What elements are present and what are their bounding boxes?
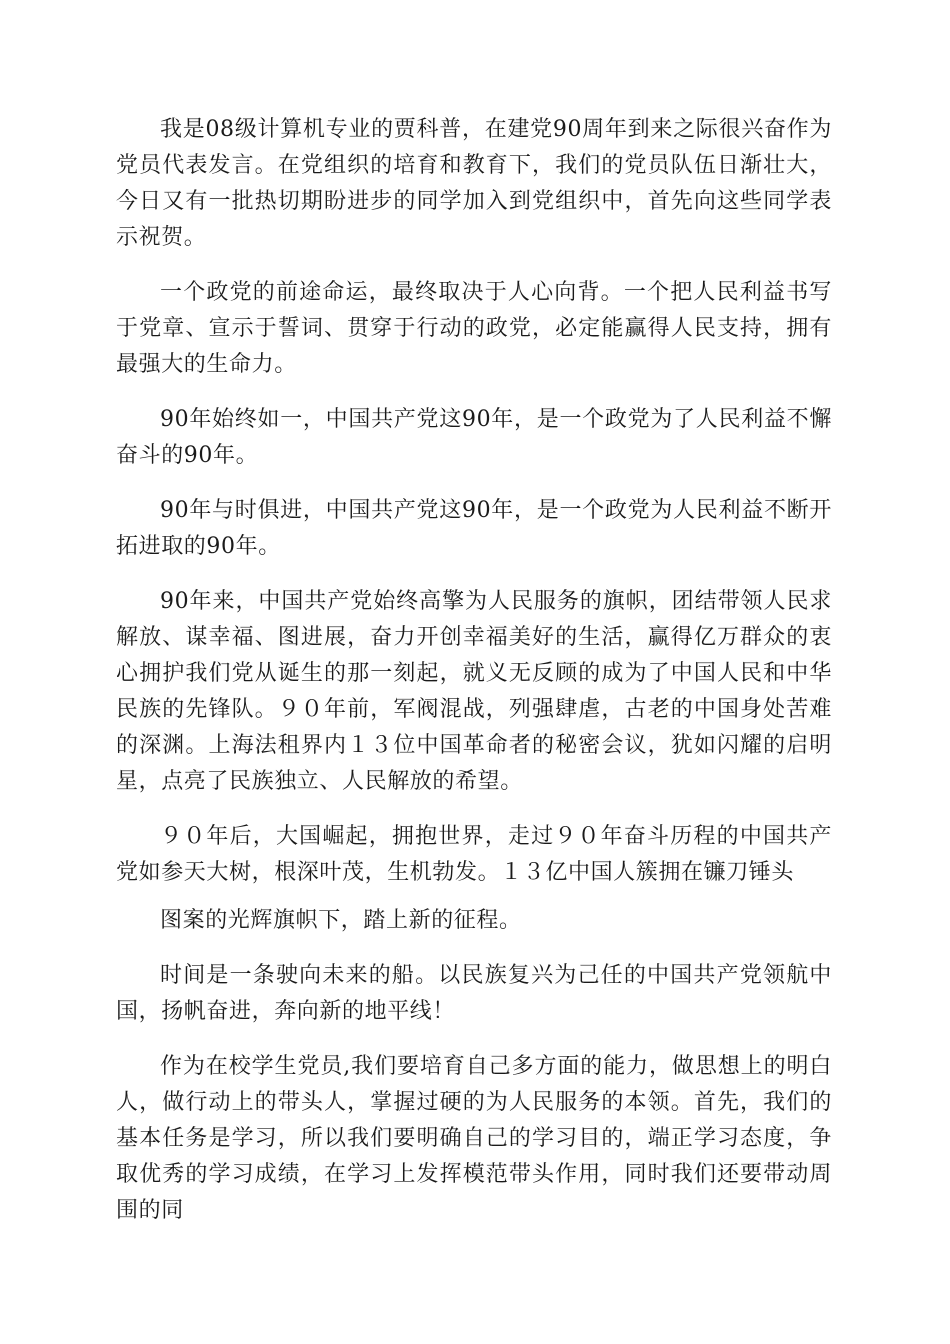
paragraph-90-years-after: ９０年后，大国崛起，拥抱世界，走过９０年奋斗历程的中国共产党如参天大树，根深叶茂，生机勃发。１３亿中国人簇拥在镰刀锤头: [116, 824, 832, 885]
paragraph-student-members: 作为在校学生党员,我们要培育自己多方面的能力，做思想上的明白人，做行动上的带头人，掌握过硬的为人民服务的本领。首先，我们的基本任务是学习，所以我们要明确自己的学习目的，端正学习态度，争取优秀的学习成绩，在学习上发挥模范带头作用，同时我们还要带动周围的同: [116, 1054, 832, 1223]
paragraph-party-fate: 一个政党的前途命运，最终取决于人心向背。一个把人民利益书写于党章、宣示于誓词、贯穿于行动的政党，必定能赢得人民支持，拥有最强大的生命力。: [116, 280, 832, 377]
paragraph-banner: 图案的光辉旗帜下，踏上新的征程。: [160, 908, 522, 933]
paragraph-90-years-progress: 90年与时俱进，中国共产党这90年，是一个政党为人民利益不断开拓进取的90年。: [116, 498, 832, 559]
paragraph-intro: 我是08级计算机专业的贾科普，在建党90周年到来之际很兴奋作为党员代表发言。在党组织的培育和教育下，我们的党员队伍日渐壮大，今日又有一批热切期盼进步的同学加入到党组织中，首先向这些同学表示祝贺。: [116, 117, 832, 250]
paragraph-90-years-consistent: 90年始终如一，中国共产党这90年，是一个政党为了人民利益不懈奋斗的90年。: [116, 407, 832, 468]
paragraph-90-years-history: 90年来，中国共产党始终高擎为人民服务的旗帜，团结带领人民求解放、谋幸福、图进展，奋力开创幸福美好的生活，赢得亿万群众的衷心拥护我们党从诞生的那一刻起，就义无反顾的成为了中国人民和中华民族的先锋队。９０年前，军阀混战，列强肆虐，古老的中国身处苦难的深渊。上海法租界内１３位中国革命者的秘密会议，犹如闪耀的启明星，点亮了民族独立、人民解放的希望。: [116, 589, 832, 794]
document-body: [116, 112, 832, 1248]
paragraph-time-ship: 时间是一条驶向未来的船。以民族复兴为己任的中国共产党领航中国，扬帆奋进，奔向新的地平线！: [116, 963, 832, 1024]
